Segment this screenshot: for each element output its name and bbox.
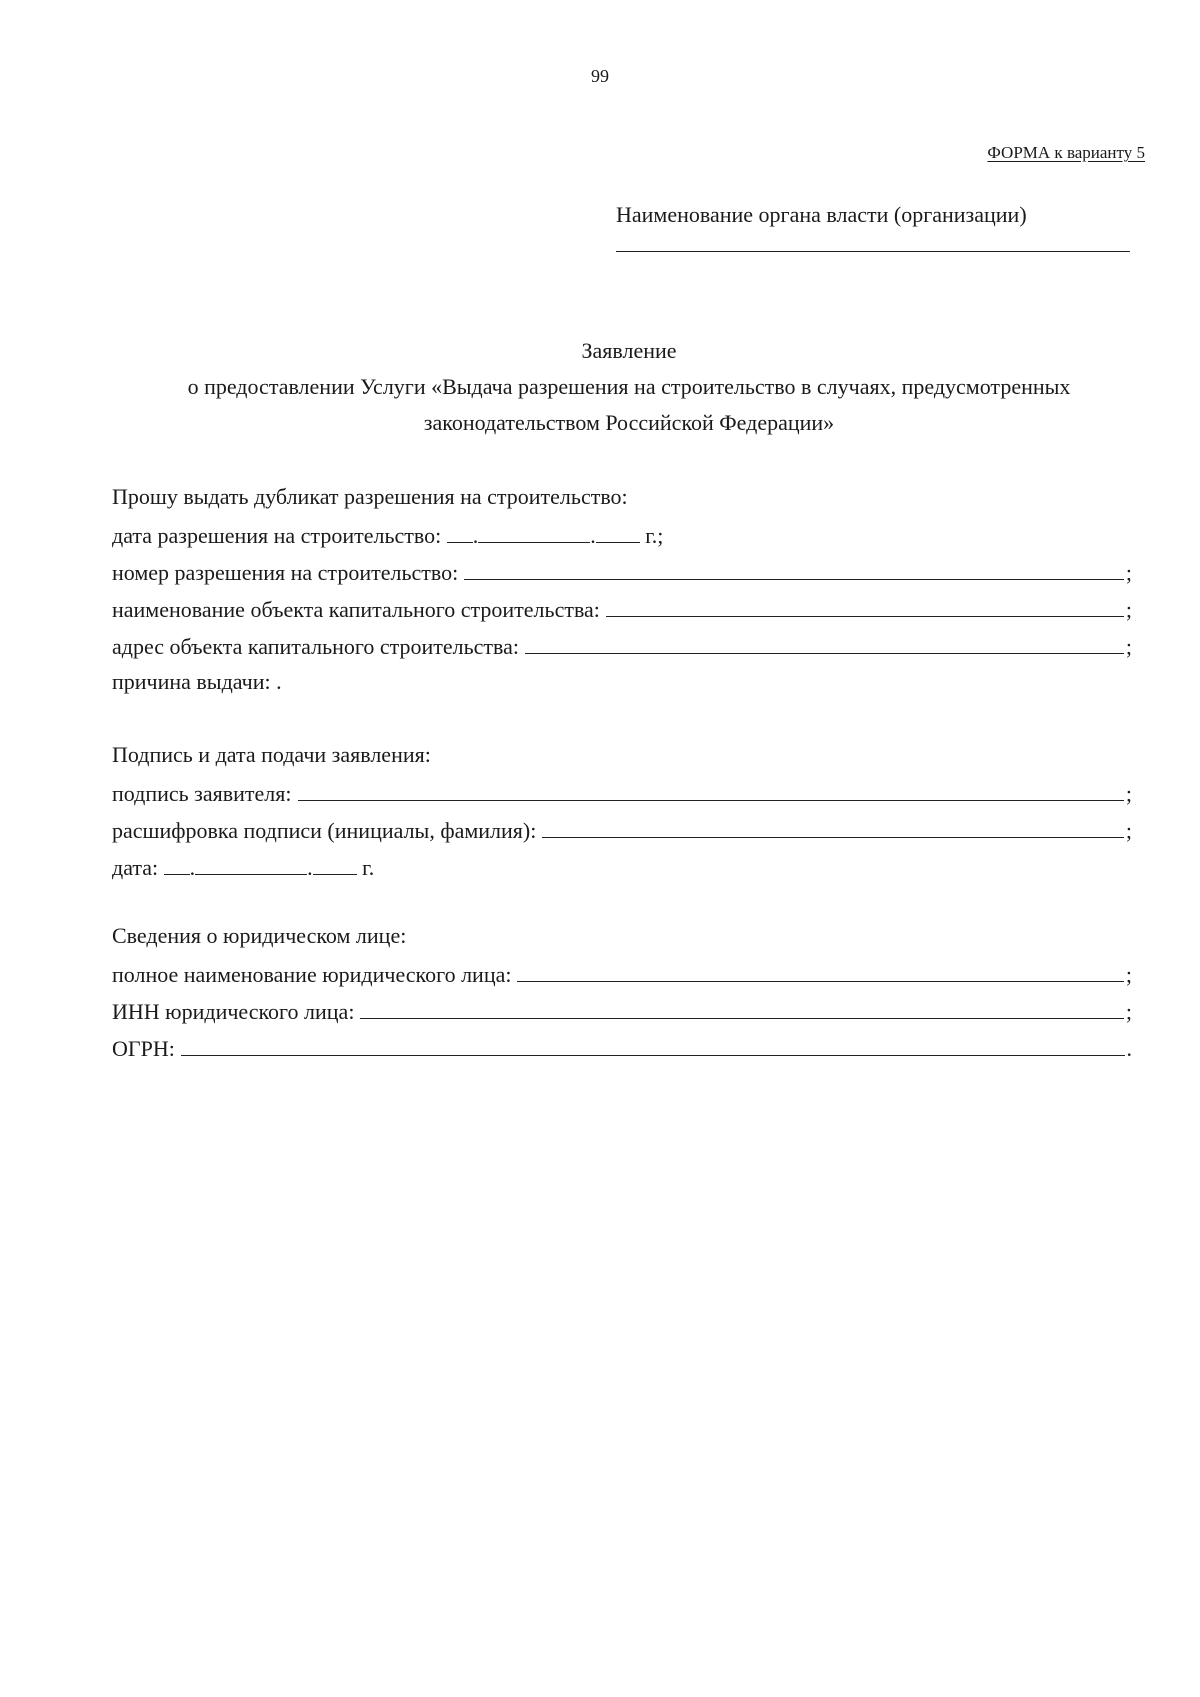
separator-dot: .: [189, 855, 196, 880]
object-address-field[interactable]: [525, 626, 1124, 654]
object-name-row: [112, 589, 1132, 626]
document-title: [110, 333, 1148, 441]
end-semicolon: ;: [1125, 962, 1132, 987]
legal-entity-name-row: [112, 954, 1132, 991]
signature-transcript-row: [112, 810, 1132, 847]
application-date-month-field[interactable]: [195, 847, 307, 875]
duplicate-section: [112, 478, 1132, 700]
permit-date-month-field[interactable]: [478, 515, 590, 543]
permit-number-label: номер разрешения на строительство:: [112, 560, 459, 585]
object-name-label: наименование объекта капитального строительства:: [112, 597, 600, 622]
end-period: .: [1126, 1036, 1132, 1061]
application-date-label: дата:: [112, 855, 159, 880]
duplicate-heading: Прошу выдать дубликат разрешения на строительство:: [112, 484, 628, 509]
title-line-1: Заявление: [581, 338, 677, 363]
end-semicolon: ;: [1125, 818, 1132, 843]
page-number: 99: [591, 66, 609, 86]
permit-date-year-field[interactable]: [596, 515, 640, 543]
separator-dot: .: [472, 523, 479, 548]
end-semicolon: ;: [1125, 597, 1132, 622]
end-semicolon: ;: [1125, 560, 1132, 585]
legal-entity-name-field[interactable]: [517, 954, 1123, 982]
form-reference: ФОРМА к варианту 5: [987, 143, 1145, 162]
reason-row: причина выдачи: .: [112, 669, 282, 694]
application-date-day-field[interactable]: [164, 847, 190, 875]
signature-transcript-label: расшифровка подписи (инициалы, фамилия):: [112, 818, 537, 843]
inn-label: ИНН юридического лица:: [112, 999, 355, 1024]
signature-heading: Подпись и дата подачи заявления:: [112, 742, 431, 767]
signature-label: подпись заявителя:: [112, 781, 292, 806]
authority-name-field[interactable]: [616, 251, 1130, 252]
inn-row: [112, 991, 1132, 1028]
end-semicolon: ;: [1125, 999, 1132, 1024]
authority-label: Наименование органа власти (организации): [616, 202, 1027, 227]
legal-entity-name-label: полное наименование юридического лица:: [112, 962, 512, 987]
permit-date-suffix: г.;: [645, 523, 664, 548]
application-date-row: [112, 847, 1132, 884]
application-date-suffix: г.: [362, 855, 375, 880]
end-semicolon: ;: [1125, 634, 1132, 659]
inn-field[interactable]: [360, 991, 1123, 1019]
title-line-2: о предоставлении Услуги «Выдача разрешения на строительство в случаях, предусмотренных: [187, 374, 1071, 399]
permit-date-day-field[interactable]: [447, 515, 473, 543]
signature-field[interactable]: [298, 773, 1124, 801]
separator-dot: .: [307, 855, 313, 880]
application-date-year-field[interactable]: [313, 847, 357, 875]
signature-row: [112, 773, 1132, 810]
permit-date-label: дата разрешения на строительство:: [112, 523, 442, 548]
ogrn-label: ОГРН:: [112, 1036, 175, 1061]
signature-section: [112, 736, 1132, 884]
separator-dot: .: [590, 523, 596, 548]
object-name-field[interactable]: [606, 589, 1124, 617]
title-line-3: законодательством Российской Федерации»: [423, 410, 835, 435]
legal-entity-section: [112, 917, 1132, 1065]
object-address-label: адрес объекта капитального строительства:: [112, 634, 520, 659]
signature-transcript-field[interactable]: [542, 810, 1124, 838]
end-semicolon: ;: [1125, 781, 1132, 806]
permit-number-row: [112, 552, 1132, 589]
legal-entity-heading: Сведения о юридическом лице:: [112, 923, 407, 948]
ogrn-row: [112, 1028, 1132, 1065]
ogrn-field[interactable]: [181, 1028, 1125, 1056]
permit-date-row: [112, 515, 1132, 552]
object-address-row: [112, 626, 1132, 663]
permit-number-field[interactable]: [464, 552, 1124, 580]
